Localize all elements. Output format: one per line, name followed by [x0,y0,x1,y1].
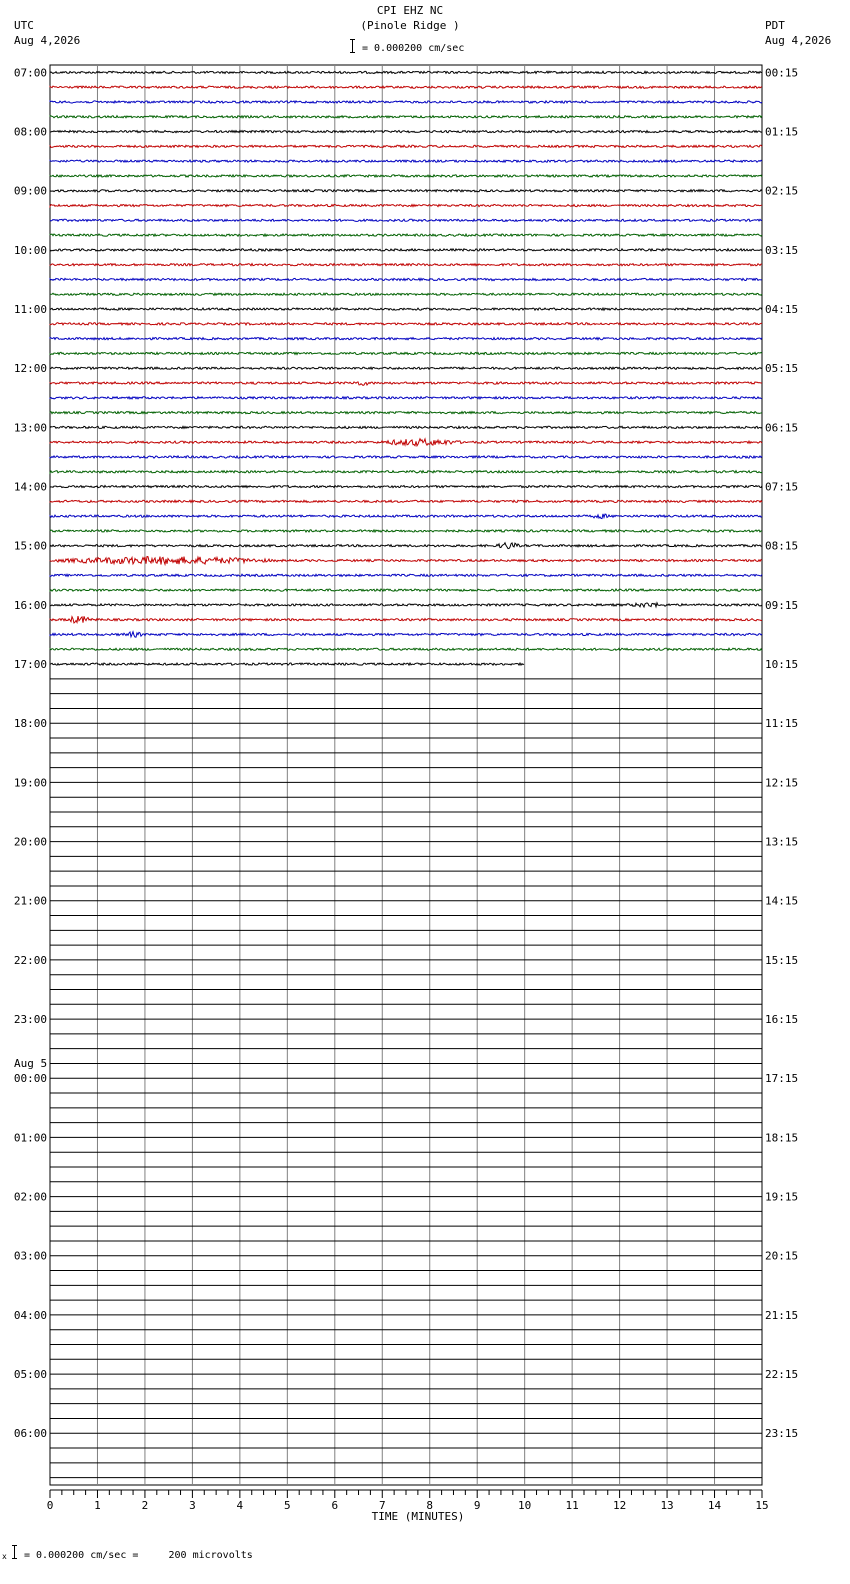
seismic-trace [50,543,762,549]
seismic-trace [50,426,762,428]
right-date-label: Aug 4,2026 [765,34,832,47]
utc-hour-label: 17:00 [13,658,47,672]
pdt-hour-label: 17:15 [765,1072,799,1086]
chart-grid [50,65,762,1485]
seismic-trace [50,648,762,650]
utc-hour-label: 10:00 [13,243,47,257]
utc-hour-label: 01:00 [13,1131,47,1145]
seismic-trace [50,234,762,236]
seismic-trace [50,603,762,607]
seismic-trace [50,190,762,192]
pdt-hour-label: 09:15 [765,598,799,612]
x-tick-label: 7 [378,1499,386,1512]
x-tick-label: 2 [141,1499,149,1512]
footer-scale-bar-icon [14,1545,15,1559]
seismic-trace [50,486,762,488]
site-subtitle: (Pinole Ridge ) [360,19,460,32]
x-tick-label: 3 [189,1499,196,1512]
seismic-trace [50,574,762,576]
utc-hour-label: 22:00 [13,953,47,967]
seismic-trace [50,323,762,325]
pdt-hour-label: 13:15 [765,835,799,849]
seismic-trace [50,514,762,519]
seismic-trace [50,632,762,638]
pdt-hour-label: 05:15 [765,362,799,376]
seismic-trace [50,204,762,206]
utc-hour-label: 21:00 [13,894,47,908]
pdt-hour-label: 19:15 [765,1190,799,1204]
x-tick-label: 6 [331,1499,339,1512]
pdt-hour-label: 22:15 [765,1368,799,1382]
utc-hour-label: 02:00 [13,1190,47,1204]
seismic-trace [50,71,762,73]
scale-text: = 0.000200 cm/sec [362,43,465,54]
left-timezone-label: UTC [14,19,34,32]
pdt-hour-label: 00:15 [765,66,799,80]
seismic-trace [50,160,762,162]
seismic-trace [50,278,762,280]
pdt-hour-label: 06:15 [765,421,799,435]
x-tick-label: 8 [426,1499,434,1512]
pdt-hour-label: 21:15 [765,1308,799,1322]
left-date-label: Aug 4,2026 [14,34,81,47]
utc-hour-label: 03:00 [13,1249,47,1263]
plot-border [50,65,762,1485]
pdt-hour-label: 07:15 [765,480,799,494]
right-timezone-label: PDT [765,19,785,32]
seismic-trace [50,145,762,147]
utc-hour-label: 12:00 [13,362,47,376]
seismic-trace [50,397,762,399]
seismic-trace [50,352,762,354]
x-tick-label: 4 [236,1499,244,1512]
seismic-trace [50,101,762,103]
seismic-trace [50,589,762,591]
seismic-trace [50,456,762,458]
utc-hour-label: 23:00 [13,1013,47,1027]
seismic-trace [50,116,762,118]
footer-scale-text: = 0.000200 cm/sec = 200 microvolts [24,1550,253,1561]
footer-scale-bar-bottom [12,1558,17,1559]
seismic-trace [50,500,762,502]
seismic-trace [50,338,762,340]
utc-hour-label: 16:00 [13,598,47,612]
pdt-hour-label: 14:15 [765,894,799,908]
pdt-hour-label: 03:15 [765,243,799,257]
pdt-hour-label: 15:15 [765,953,799,967]
pdt-hour-label: 01:15 [765,125,799,139]
x-axis [47,1490,769,1523]
utc-hour-label: 19:00 [13,776,47,790]
pdt-hour-label: 16:15 [765,1013,799,1027]
x-axis-label: TIME (MINUTES) [371,1510,465,1523]
seismic-trace [50,308,762,310]
utc-hour-label: 07:00 [13,66,47,80]
pdt-hour-labels [765,66,798,1440]
utc-hour-label: 15:00 [13,539,47,553]
seismic-trace [50,412,762,414]
seismic-trace [50,219,762,221]
utc-hour-label: 20:00 [13,835,47,849]
x-tick-label: 13 [660,1499,674,1512]
x-tick-label: 9 [473,1499,481,1512]
x-tick-label: 11 [565,1499,579,1512]
pdt-hour-label: 10:15 [765,658,799,672]
seismic-trace [50,382,762,386]
x-tick-label: 10 [518,1499,532,1512]
utc-hour-labels [14,66,47,1440]
footer-scale-bar-top [12,1545,17,1546]
utc-hour-label: 04:00 [13,1308,47,1322]
seismic-trace [50,439,762,446]
utc-hour-label: 08:00 [13,125,47,139]
seismic-trace [50,264,762,266]
x-tick-label: 14 [707,1499,722,1512]
pdt-hour-label: 18:15 [765,1131,799,1145]
seismic-traces [50,71,762,665]
pdt-hour-label: 12:15 [765,776,799,790]
date-change-label: Aug 5 [14,1057,48,1071]
pdt-hour-label: 23:15 [765,1427,799,1441]
utc-hour-label: 09:00 [13,184,47,198]
seismic-trace [50,367,762,369]
utc-hour-label: 14:00 [13,480,47,494]
x-tick-label: 5 [284,1499,291,1512]
pdt-hour-label: 04:15 [765,303,799,317]
seismic-trace [50,175,762,177]
pdt-hour-label: 11:15 [765,717,799,731]
utc-hour-label: 00:00 [13,1072,47,1086]
pdt-hour-label: 08:15 [765,539,799,553]
utc-hour-label: 11:00 [13,303,47,317]
x-tick-label: 0 [46,1499,54,1512]
seismic-trace [50,616,762,623]
station-title: CPI EHZ NC [376,4,444,17]
seismic-trace [50,131,762,133]
seismic-trace [50,530,762,532]
footer-prefix: x [2,1552,7,1561]
x-tick-label: 12 [612,1499,627,1512]
seismic-trace [50,557,762,565]
pdt-hour-label: 20:15 [765,1249,799,1263]
seismic-trace [50,86,762,88]
seismic-trace [50,249,762,251]
x-tick-label: 15 [755,1499,769,1512]
seismic-trace [50,293,762,295]
utc-hour-label: 06:00 [13,1427,47,1441]
utc-hour-label: 18:00 [13,717,47,731]
utc-hour-label: 13:00 [13,421,47,435]
x-tick-label: 1 [94,1499,101,1512]
utc-hour-label: 05:00 [13,1368,47,1382]
pdt-hour-label: 02:15 [765,184,799,198]
seismic-trace [50,471,762,473]
